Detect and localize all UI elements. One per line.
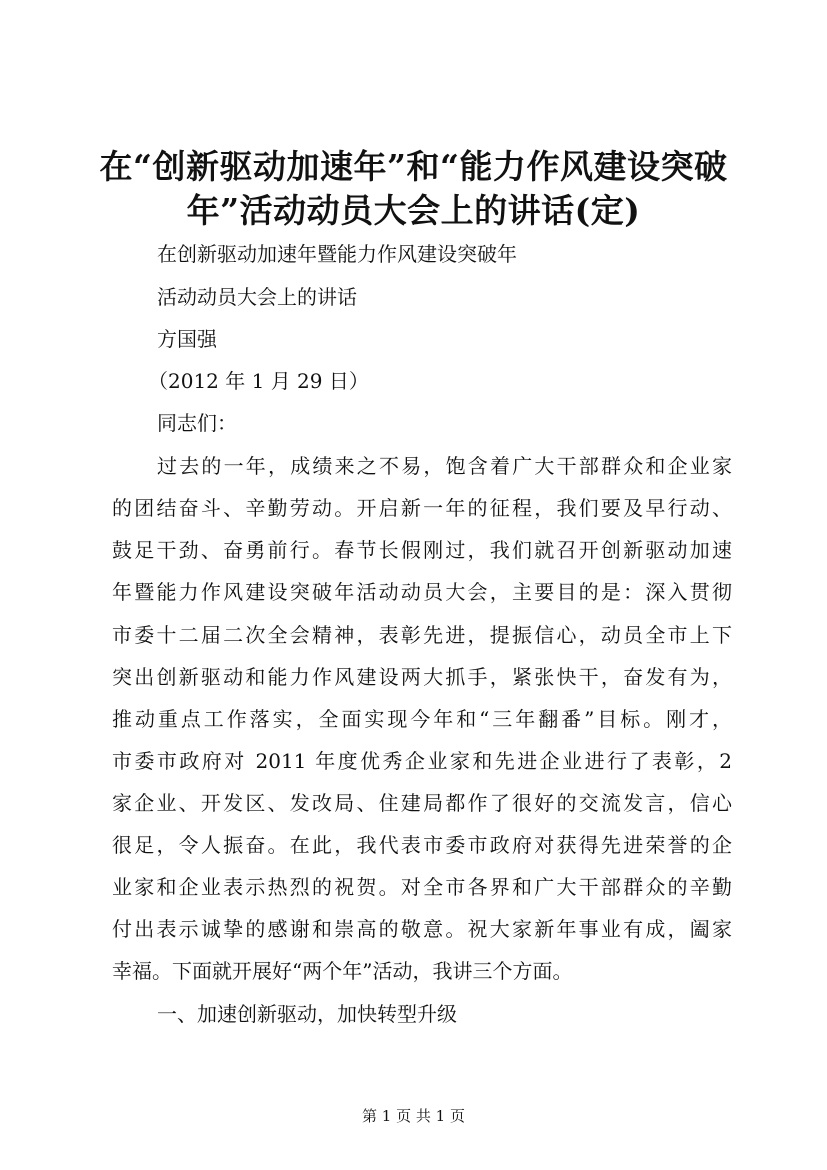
subtitle-line: 活动动员大会上的讲话 (157, 285, 357, 309)
section-heading: 一、加速创新驱动，加快转型升级 (157, 1002, 457, 1026)
paragraph-line: 幸福。下面就开展好“两个年”活动，我讲三个方面。 (112, 959, 573, 983)
salutation: 同志们： (157, 411, 237, 435)
paragraph-line: 市委市政府对 2011 年度优秀企业家和先进企业进行了表彰，2 (112, 749, 732, 773)
paragraph-line: 突出创新驱动和能力作风建设两大抓手，紧张快干，奋发有为， (112, 665, 732, 689)
paragraph-line: 付出表示诚挚的感谢和崇高的敬意。祝大家新年事业有成，阖家 (112, 917, 732, 941)
paragraph-line: 的团结奋斗、辛勤劳动。开启新一年的征程，我们要及早行动、 (112, 496, 732, 520)
paragraph-line: 年暨能力作风建设突破年活动动员大会，主要目的是：深入贯彻 (112, 580, 732, 604)
title-line: 年”活动动员大会上的讲话(定) (186, 191, 641, 230)
author-name: 方国强 (157, 327, 217, 351)
paragraph-line: 鼓足干劲、奋勇前行。春节长假刚过，我们就召开创新驱动加速 (112, 538, 732, 562)
paragraph-line: 市委十二届二次全会精神，表彰先进，提振信心，动员全市上下 (112, 623, 732, 647)
paragraph-line: 很足，令人振奋。在此，我代表市委市政府对获得先进荣誉的企 (112, 833, 732, 857)
paragraph-line: 业家和企业表示热烈的祝贺。对全市各界和广大干部群众的辛勤 (112, 875, 732, 899)
paragraph-line: 推动重点工作落实，全面实现今年和“三年翻番”目标。刚才， (112, 707, 732, 731)
subtitle-line: 在创新驱动加速年暨能力作风建设突破年 (157, 242, 517, 266)
paragraph-line: 过去的一年，成绩来之不易，饱含着广大干部群众和企业家 (157, 454, 732, 478)
paragraph-line: 家企业、开发区、发改局、住建局都作了很好的交流发言，信心 (112, 791, 732, 815)
title-line: 在“创新驱动加速年”和“能力作风建设突破 (99, 147, 728, 186)
document-title (60, 145, 767, 233)
speech-date: （2012 年 1 月 29 日） (148, 369, 369, 393)
page-number: 第 1 页 共 1 页 (362, 1107, 465, 1125)
